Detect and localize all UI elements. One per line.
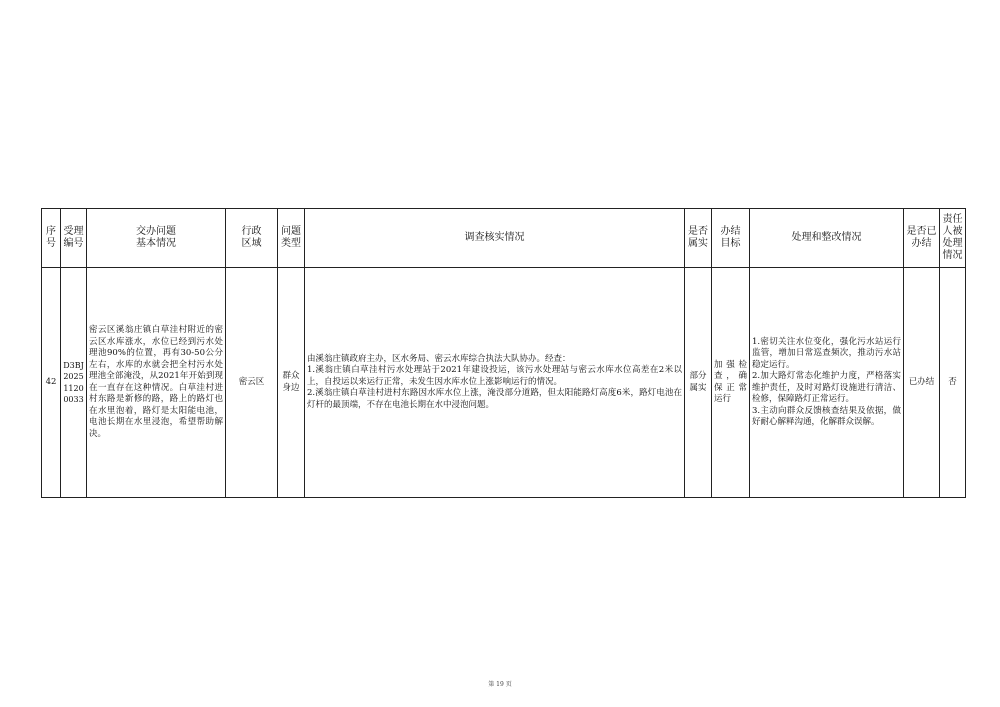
header-accountable: 责任人被处理情况 [940, 209, 966, 268]
cell-handling [750, 268, 904, 498]
cell-accountable: 否 [940, 268, 966, 498]
handling-line: 3.主动向群众反馈核查结果及依据，做好耐心解释沟通，化解群众误解。 [752, 405, 901, 427]
header-seq: 序号 [42, 209, 61, 268]
page-number: 第 19 页 [488, 681, 512, 688]
header-issue: 交办问题基本情况 [87, 209, 226, 268]
cell-district: 密云区 [226, 268, 278, 498]
header-accept-no: 受理编号 [61, 209, 87, 268]
cell-seq: 42 [42, 268, 61, 498]
case-table [41, 208, 966, 498]
investigation-line: 2.溪翁庄镇白草洼村进村东路因水库水位上涨，淹没部分道路，但太阳能路灯高度6米，路灯电池在灯杆的最顶端，不存在电池长期在水中浸泡问题。 [307, 388, 682, 410]
header-district: 行政区域 [226, 209, 278, 268]
header-verified: 是否属实 [685, 209, 712, 268]
header-closed: 是否已办结 [904, 209, 940, 268]
header-investigation: 调查核实情况 [305, 209, 685, 268]
header-type: 问题类型 [278, 209, 305, 268]
handling-line: 1.密切关注水位变化，强化污水站运行监管，增加日常巡查频次，推动污水站稳定运行。 [752, 336, 901, 370]
cell-verified: 部分属实 [685, 268, 712, 498]
header-handling: 处理和整改情况 [750, 209, 904, 268]
header-target: 办结目标 [712, 209, 750, 268]
handling-line: 2.加大路灯常态化维护力度，严格落实维护责任，及时对路灯设施进行清洁、检修，保障路灯正常运行。 [752, 371, 901, 404]
investigation-line: 1.溪翁庄镇白草洼村污水处理站于2021年建设投运，该污水处理站与密云水库水位高差在2米以上，自投运以来运行正常，未发生因水库水位上涨影响运行的情况。 [307, 365, 682, 387]
table-row [42, 268, 966, 498]
investigation-line: 由溪翁庄镇政府主办，区水务局、密云水库综合执法大队协办。经查： [307, 353, 571, 364]
cell-accept-no: D3BJ20251120 0033 [61, 268, 87, 498]
cell-issue: 密云区溪翁庄镇白草洼村附近的密云区水库涨水，水位已经到污水处理池90%的位置，再有30-50公分左右，水库的水就会把全村污水处理池全部淹没，从2021年开始到现在一直存在这种情况。白草洼村进村东路是新修的路，路上的路灯也在水里泡着，路灯是太阳能电池，电池长期在水里浸泡，希望帮助解决。 [87, 268, 226, 498]
cell-target: 加强检查，确保正常运行 [712, 268, 750, 498]
cell-type: 群众身边 [278, 268, 305, 498]
cell-investigation [305, 268, 685, 498]
cell-closed: 已办结 [904, 268, 940, 498]
header-row [42, 209, 966, 268]
